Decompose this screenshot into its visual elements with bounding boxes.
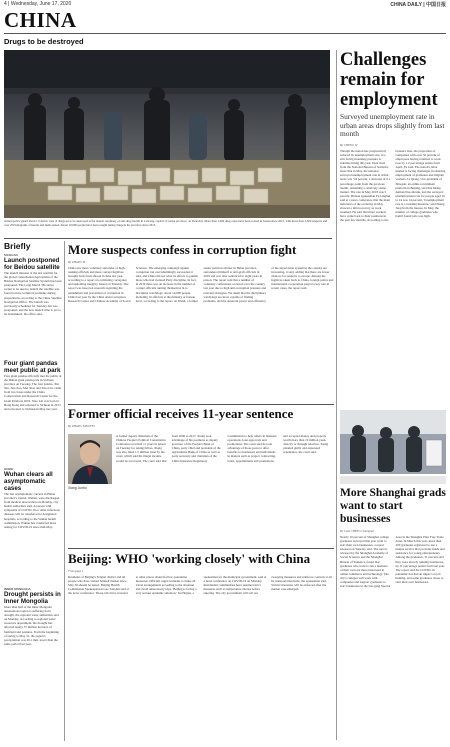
briefly-title: Briefly [4,241,31,251]
police-guard-scene [4,50,330,218]
employment-byline: By CHENG SI [340,142,358,147]
briefly-item-body: More than half of the Inner Mongolia autonomous region is suffering from drought, the regional water authorities said on Monday. According to regional water resources department, the drought has affected nearly 37 million hectares of farmland and pastures. From the beginning of spring to May 31, the region's precipitation was 20.1 mm, lower than the same period last year. [4,605,59,646]
briefly-item-body: The launch mission of the last satellite for the global constellation deployment of the Beidou Navigation Satellite System has been postponed. The Long March 3B carrier rocket to be used to launch the satellite was found to have technical problems during preparations, according to the China Satellite Navigation Office. The launch was previously scheduled for Tuesday but was postponed, and the new launch time is yet to be determined, the office said. [4,271,62,316]
masthead [4,0,446,32]
graduates-story [340,487,446,741]
briefly-item-headline: Drought persists in Inner Mongolia [4,591,61,605]
briefly-item-headline: Launch postponed for Beidou satellite [4,257,60,271]
xiang-photo-caption: Xiang Junbo [68,486,87,490]
briefly-item [4,587,62,697]
graduates-headline: More Shanghai grads want to start businesses [340,487,446,525]
right-col-divider [336,50,337,740]
graduates-photo-caption [340,476,446,484]
beijing-headline: Beijing: WHO 'working closely' with China [68,551,311,566]
employment-story [340,50,446,406]
briefly-item-headline: Wuhan clears all asymptomatic cases [4,471,53,492]
briefly-item-body: Four giant pandas officially met the public at the Dalian giant panda park in Sichuan province on Tuesday. The four pandas, Xin Xin, Jiao Jiao, Mei Xiao and Xiao Lin, came from two bases under the China Conservation and Research Center for the Giant Panda in 2019. Xiao Lin was born in Hong Kong and returned to Sichuan in 2013 and relocated to Sichuan in May last year. [4,374,62,411]
graduates-scene [340,410,446,474]
section-title: CHINA [4,8,77,32]
graduates-body: Nearly 10 percent of Shanghai college graduates surveyed this year want to start their own businesses, a report released on Tuesday said. The report, released by the Shanghai Academy of Social Sciences and the Shanghai Bureau of Statistics, found that graduates who want to run a business of their own are more interested in online commerce and technology. The city's colleges will work with companies and support graduates to start businesses in the Lin-gang Special Area in the Shanghai Pilot Free Trade Zone. In March this year, more than 200 graduates registered to use a unique service that provides funds and assistance for young entrepreneurs. Among the graduates, 31 percent said they were already running businesses, up 11 percentage points from last year. The report said the COVID-19 pandemic has had an impact on job hunting, and some graduates chose to start their own businesses. [340,535,445,589]
employment-body: Though the nation has progressively reduced its unemployment rate, it is still facing mounting pressure to stabilize hiring this year. Data cited from the National Bureau of Statistics show that in May, the national surveyed unemployment rate in urban areas was 5.9 percent, a decrease of 0.1 percentage point from the previous month, remaining a relatively stable market. The rate in May 2019 was 5 percent. Bureau spokesman Fu Linghui said at a news conference that the main indicators of the economy in May showed a mild recovery as work resumed. He said that more workers have come back to their positions in the past few months. According to the bureau's data, the proportion of companies with over 50 percent of employees having returned to work rose by 1.2 percentage points from April. Fu said. The nation's labor market is facing challenges in ensuring employment of graduates and migrant workers. Li Qiang, vice-president of Zhaopin, an online recruitment platform in Beijing, said that hiring demand has shrunk, and the surveyed unemployment rate for people aged 16 to 24 was 14 percent. 'Unemployment rate is a trending measure,' said Zhang Jiaqi from the bureau. In May, the number of college graduates who hadn't found jobs was high. [340,148,446,223]
employment-headline: Challenges remain for employment [340,50,438,110]
xiang-photo [68,434,112,484]
page-date: 4 | Wednesday, June 17, 2020 [4,1,72,7]
briefly-place: SICHUAN [4,253,18,257]
drugs-kicker: Drugs to be destroyed [4,37,84,46]
beijing-body: Residents of Beijing's Fengtai district and all people who have visited Xinfadi market since May 30 should be tested. Beijing Health Commission Spokesperson Gao Xiaojun said at the news conference. Those who have traveled to other places should follow quarantine measures. Officials urged residents to make all travel arrangements according to the situation and avoid unnecessary trips. 'Beijing is facing a very serious epidemic situation,' Xu Hejian, a spokesman for the municipal government, said at a news conference on COVID-19 on Monday. Residential communities have resumed strict measures such as temperature checks before entering. The city government will roll out sweeping measures and reinforce controls at all its transportation hubs, the spokesman said. Stricter measures will be enforced after the market case emerged. [68,575,332,596]
briefly-item [4,467,62,584]
briefly-place: HUBEI [4,467,14,471]
suspects-story [68,242,334,402]
drugs-caption: Armed police guard about 1.5 metric tons of drugs set to be destroyed at the launch ceremony of anti-drug month in Lancang, capital of Gansu province, on Thursday. More than 1,000 drug cases have been solved in Gansu since 2015, with more than 2,500 suspects and over 250 kilograms of heroin and meth seized. About 10,000 people have been caught taking drugs in the province since 2015. [4,220,328,227]
former-official-byline: By ZHANG YANGFEI [68,424,95,428]
suspects-body: China saw more voluntary surrender of high-ranking officials and more corrupt fugitives brought back from abroad in June last year, according to a report on combating corruption and upholding integrity issued on Tuesday. The report was based on research regarding the punishment and prevention of corruption in China last year by the China Anti-Corruption Research Center and Chinese Academy of Social Sciences. The emerging campaign against corruption can overwhelmingly succeeded, it said, and China did not relax its efforts to punish those who had violated Party discipline. In fact, in 2019 there was an increase in the number of corrupt officials turning themselves in to discipline watchdogs: about 10,000 people, including 16 officials at the ministry or bureau level, according to the report. At Wenli, a former senior political adviser in Hebei province, surrendered himself to anti-graft officials in 2019 and was later sentenced to eight years in prison. The report said that a number of voluntary confessions occurred over the country last year due to high anti-corruption pressure and relevant strategies. We deem that the disciplinary watchdogs are more capable of finding problems, and the deterrent power and efficiency of the supervision system in the country are increasing, it said, adding that there are fewer chances for suspects to escape. Among the fugitives taken back to China, foreign police and international cooperation played a key role in recent cases, the report said. [68,266,334,303]
suspects-headline: More suspects confess in corruption fight [68,242,297,257]
beijing-lead: From page 1 [68,569,84,573]
briefly-item [4,360,62,464]
briefly-item [4,253,62,357]
former-official-headline: Former official receives 11-year sentence [68,406,294,421]
drugs-bottom-rule [4,238,332,239]
portrait-icon [68,434,112,484]
paper-name: CHINA DAILY | 中国日报 [390,2,446,8]
briefly-item-body: The last asymptomatic carriers in Hubei province's capital, Wuhan, were discharged from medical observation on Monday, city health authorities said. A person with symptoms of COVID-19 or other infectious diseases will be transferred to designated hospitals, according to the Wuhan health commission. Wuhan has conducted mass testing for COVID-19 since mid-May. [4,492,60,529]
employment-subhead: Surveyed unemployment rate in urban areas drops slightly from last month [340,112,445,139]
masthead-rule [4,33,446,34]
former-official-body: A former deputy chairman of the Chinese People's Political Consultative Conference received 11 years in prison on Tuesday for taking bribes. Xiang was also fined 1.5 million yuan by the court, which said his illegal income would be recovered. The court said that from 2006 to 2017, Xiang took advantage of his positions as deputy governor of the People's Bank of China, party chief and president of the Agricultural Bank of China as well as party secretary and chairman of the China Insurance Regulatory Commission to help others in business operations, loan approvals and promotions. The court said he took advantage of those posts to offer benefits to businesses and individuals in matters such as project contracting, loans, appointments and promotions, and accepted money and property worth more than 19 million yuan, directly or through relatives. Xiang pleaded guilty and expressed repentance, the court said. [116,434,329,463]
former-official-bottom-rule [68,548,334,549]
graduates-byline: By CAO CHEN in Shanghai [340,529,374,533]
former-official-story [68,406,334,546]
beijing-story [68,551,334,741]
suspects-byline: By ZHANG YI [68,260,86,264]
briefly-place: INNER MONGOLIA [4,587,31,591]
suspects-bottom-rule [68,404,334,405]
briefly-column [4,241,62,741]
graduates-photo [340,410,446,474]
briefly-item-headline: Four giant pandas meet public at park [4,360,61,374]
drugs-photo [4,50,330,218]
briefly-divider [64,241,65,741]
